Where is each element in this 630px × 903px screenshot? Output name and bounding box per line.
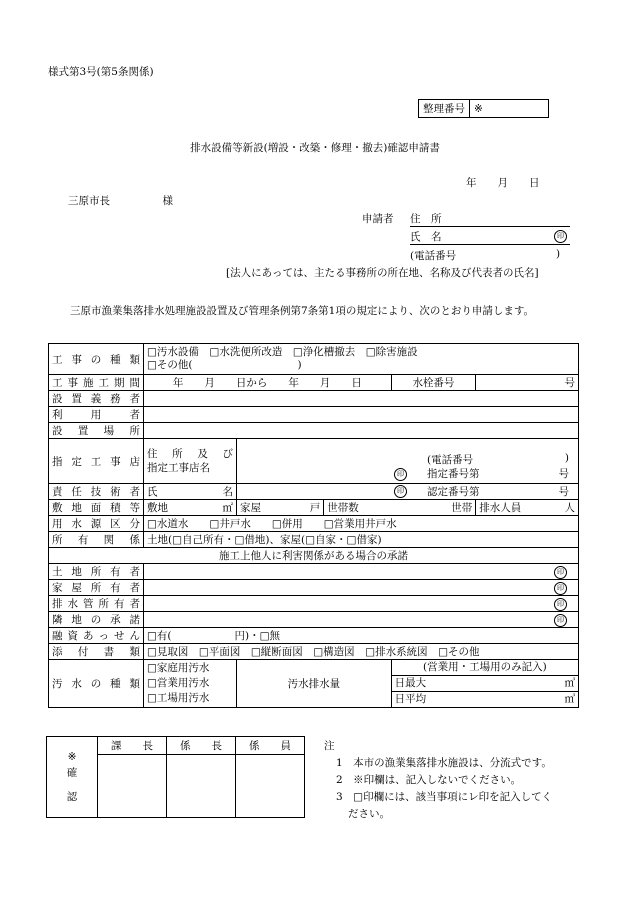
note-3: 3 □印欄には、該当事項にレ印を記入してく: [336, 791, 553, 803]
attachments-options[interactable]: □見取図 □平面図 □縦断面図 □構造図 □排水系統図 □その他: [144, 644, 579, 660]
faucet-number-label: 水栓番号: [391, 375, 476, 391]
approval-confirm: 確: [66, 767, 78, 779]
contractor-sub1: 住所及び: [147, 448, 233, 460]
land-owner-field[interactable]: [144, 564, 579, 580]
households-unit: 世帯: [451, 502, 473, 514]
contractor-phone-close: ): [564, 452, 569, 464]
reference-number-box: [418, 99, 549, 118]
user-field[interactable]: [144, 407, 579, 423]
house-label: 家屋: [240, 502, 261, 514]
water-source-label: 用水源区分: [49, 516, 144, 532]
reference-mark: ※: [474, 102, 483, 115]
daily-avg-unit: ㎥: [564, 693, 575, 705]
approval-confirm2: 認: [66, 791, 78, 803]
obligor-label: 設置義務者: [49, 391, 144, 407]
people-field[interactable]: [476, 500, 579, 516]
corporate-note: [法人にあっては、主たる事務所の所在地、名称及び代表者の氏名]: [226, 267, 539, 279]
applicant-label: 申請者: [362, 213, 394, 225]
engineer-name-prefix-cell: [144, 484, 237, 500]
house-owner-label: 家屋所有者: [49, 580, 144, 596]
note-2: 2 ※印欄は、記入しないでください。: [336, 774, 522, 786]
form-number: 様式第3号(第5条関係): [48, 66, 154, 78]
attachments-label: 添付書類: [49, 644, 144, 660]
applicant-name-field[interactable]: [410, 229, 570, 245]
neighbor-field[interactable]: [144, 612, 579, 628]
daily-max-field[interactable]: [392, 676, 578, 692]
contractor-designated-number: [427, 466, 569, 481]
seal-icon: 印: [554, 566, 567, 579]
pipe-owner-label: 排水管所有者: [49, 596, 144, 612]
neighbor-label: 隣地の承諾: [49, 612, 144, 628]
note-1: 1 本市の漁業集落排水施設は、分流式です。: [336, 757, 552, 769]
site-area-field[interactable]: [144, 500, 237, 516]
intro-text: 三原市漁業集落排水処理施設設置及び管理条例第7条第1項の規定により、次のとおり申請します。: [70, 305, 535, 317]
work-type-label: 工事の種類: [49, 344, 144, 375]
loan-label: 融資あっせん: [49, 628, 144, 644]
engineer-field[interactable]: [237, 484, 579, 500]
form-title: 排水設備等新設(増設・改築・修理・撤去)確認申請書: [190, 142, 440, 154]
sewage-type-2: □営業用汚水: [147, 677, 210, 689]
contractor-designated-unit: 号: [558, 468, 569, 480]
work-type-options[interactable]: [144, 344, 579, 375]
sewage-type-3: □工場用汚水: [147, 692, 210, 704]
work-period-label: 工事施工期間: [49, 375, 144, 391]
applicant-address-label: 住 所: [410, 213, 442, 225]
seal-icon: 印: [394, 485, 407, 498]
sewage-volume-cell: [391, 660, 578, 708]
work-period-field[interactable]: 年 月 日から 年 月 日: [144, 375, 392, 391]
site-unit: ㎡: [222, 502, 233, 514]
engineer-name-label: 名: [222, 486, 233, 498]
people-label: 排水人員: [479, 502, 522, 514]
contractor-sub-label: [144, 439, 237, 484]
consent-header: 施工上他人に利害関係がある場合の承諾: [49, 548, 579, 564]
work-type-line1: □汚水設備 □水洗便所改造 □浄化槽撤去 □除害施設: [147, 346, 418, 358]
sewage-volume-note: (営業用・工場用のみ記入): [392, 660, 578, 676]
households-field[interactable]: [324, 500, 476, 516]
ownership-label: 所有関係: [49, 532, 144, 548]
seal-icon: 印: [554, 598, 567, 611]
applicant-name-label: 氏 名: [410, 231, 442, 243]
daily-max-label: 日最大: [394, 677, 427, 689]
reference-label: 整理番号: [419, 100, 470, 118]
applicant-phone-label: (電話番号: [410, 250, 457, 262]
approval-col-section-chief: 課 長: [98, 737, 167, 755]
approval-stamp-section-chief[interactable]: [98, 755, 167, 818]
approval-col-sub-chief: 係 長: [167, 737, 236, 755]
people-unit: 人: [564, 502, 575, 514]
households-label: 世帯数: [327, 502, 359, 514]
application-table: [48, 343, 579, 708]
location-label: 設置場所: [49, 423, 144, 439]
contractor-designated-label: 指定番号第: [427, 468, 480, 480]
water-source-options[interactable]: □水道水 □井戸水 □併用 □営業用井戸水: [144, 516, 579, 532]
applicant-phone-field[interactable]: [410, 248, 570, 263]
notes-title: 注: [324, 740, 335, 752]
engineer-cert-number: [427, 484, 569, 499]
house-owner-field[interactable]: [144, 580, 579, 596]
house-unit: 戸: [309, 502, 321, 514]
reference-value[interactable]: [470, 100, 549, 118]
faucet-number-field[interactable]: [476, 375, 579, 391]
approval-stamp-staff[interactable]: [236, 755, 305, 818]
ownership-options[interactable]: 土地(□自己所有・□借地)、家屋(□自家・□借家): [144, 532, 579, 548]
work-type-line2: □その他( ): [147, 359, 302, 371]
daily-avg-label: 日平均: [394, 693, 427, 705]
seal-icon: 印: [554, 582, 567, 595]
land-owner-label: 土地所有者: [49, 564, 144, 580]
seal-icon: 印: [394, 468, 407, 481]
note-3-cont: ださい。: [348, 808, 390, 820]
sewage-type-options[interactable]: [144, 660, 237, 708]
applicant-phone-close: ): [556, 248, 561, 260]
sewage-type-label: 汚水の種類: [49, 660, 144, 708]
site-label: 敷地: [147, 502, 168, 514]
pipe-owner-field[interactable]: [144, 596, 579, 612]
date-line[interactable]: 年 月 日: [466, 177, 540, 189]
faucet-number-unit: 号: [564, 377, 575, 389]
sewage-type-1: □家庭用汚水: [147, 662, 210, 674]
house-field[interactable]: [237, 500, 324, 516]
contractor-phone-label: (電話番号: [427, 454, 474, 466]
sewage-volume-label: 汚水排水量: [237, 660, 392, 708]
engineer-cert-label: 認定番号第: [427, 486, 480, 498]
area-label: 敷地面積等: [49, 500, 144, 516]
addressee: 三原市長 様: [68, 195, 173, 207]
seal-icon: 印: [554, 230, 567, 243]
contractor-phone: [427, 452, 569, 467]
approval-box: [46, 736, 305, 818]
contractor-label: 指定工事店: [49, 439, 144, 484]
user-label: 利用者: [49, 407, 144, 423]
approval-stamp-sub-chief[interactable]: [167, 755, 236, 818]
seal-icon: 印: [554, 614, 567, 627]
location-field[interactable]: [144, 423, 579, 439]
applicant-address-field[interactable]: [410, 211, 570, 227]
loan-options[interactable]: □有( 円)・□無: [144, 628, 579, 644]
contractor-sub2: 指定工事店名: [147, 462, 210, 474]
approval-mark: ※: [67, 751, 77, 763]
engineer-label: 責任技術者: [49, 484, 144, 500]
engineer-cert-unit: 号: [558, 486, 569, 498]
notes: [324, 738, 552, 823]
contractor-field[interactable]: [237, 439, 579, 484]
daily-avg-field[interactable]: [392, 692, 578, 707]
daily-max-unit: ㎥: [564, 677, 575, 689]
engineer-name-prefix: 氏: [147, 486, 158, 498]
approval-col-staff: 係 員: [236, 737, 305, 755]
approval-label: [47, 737, 98, 818]
obligor-field[interactable]: [144, 391, 579, 407]
